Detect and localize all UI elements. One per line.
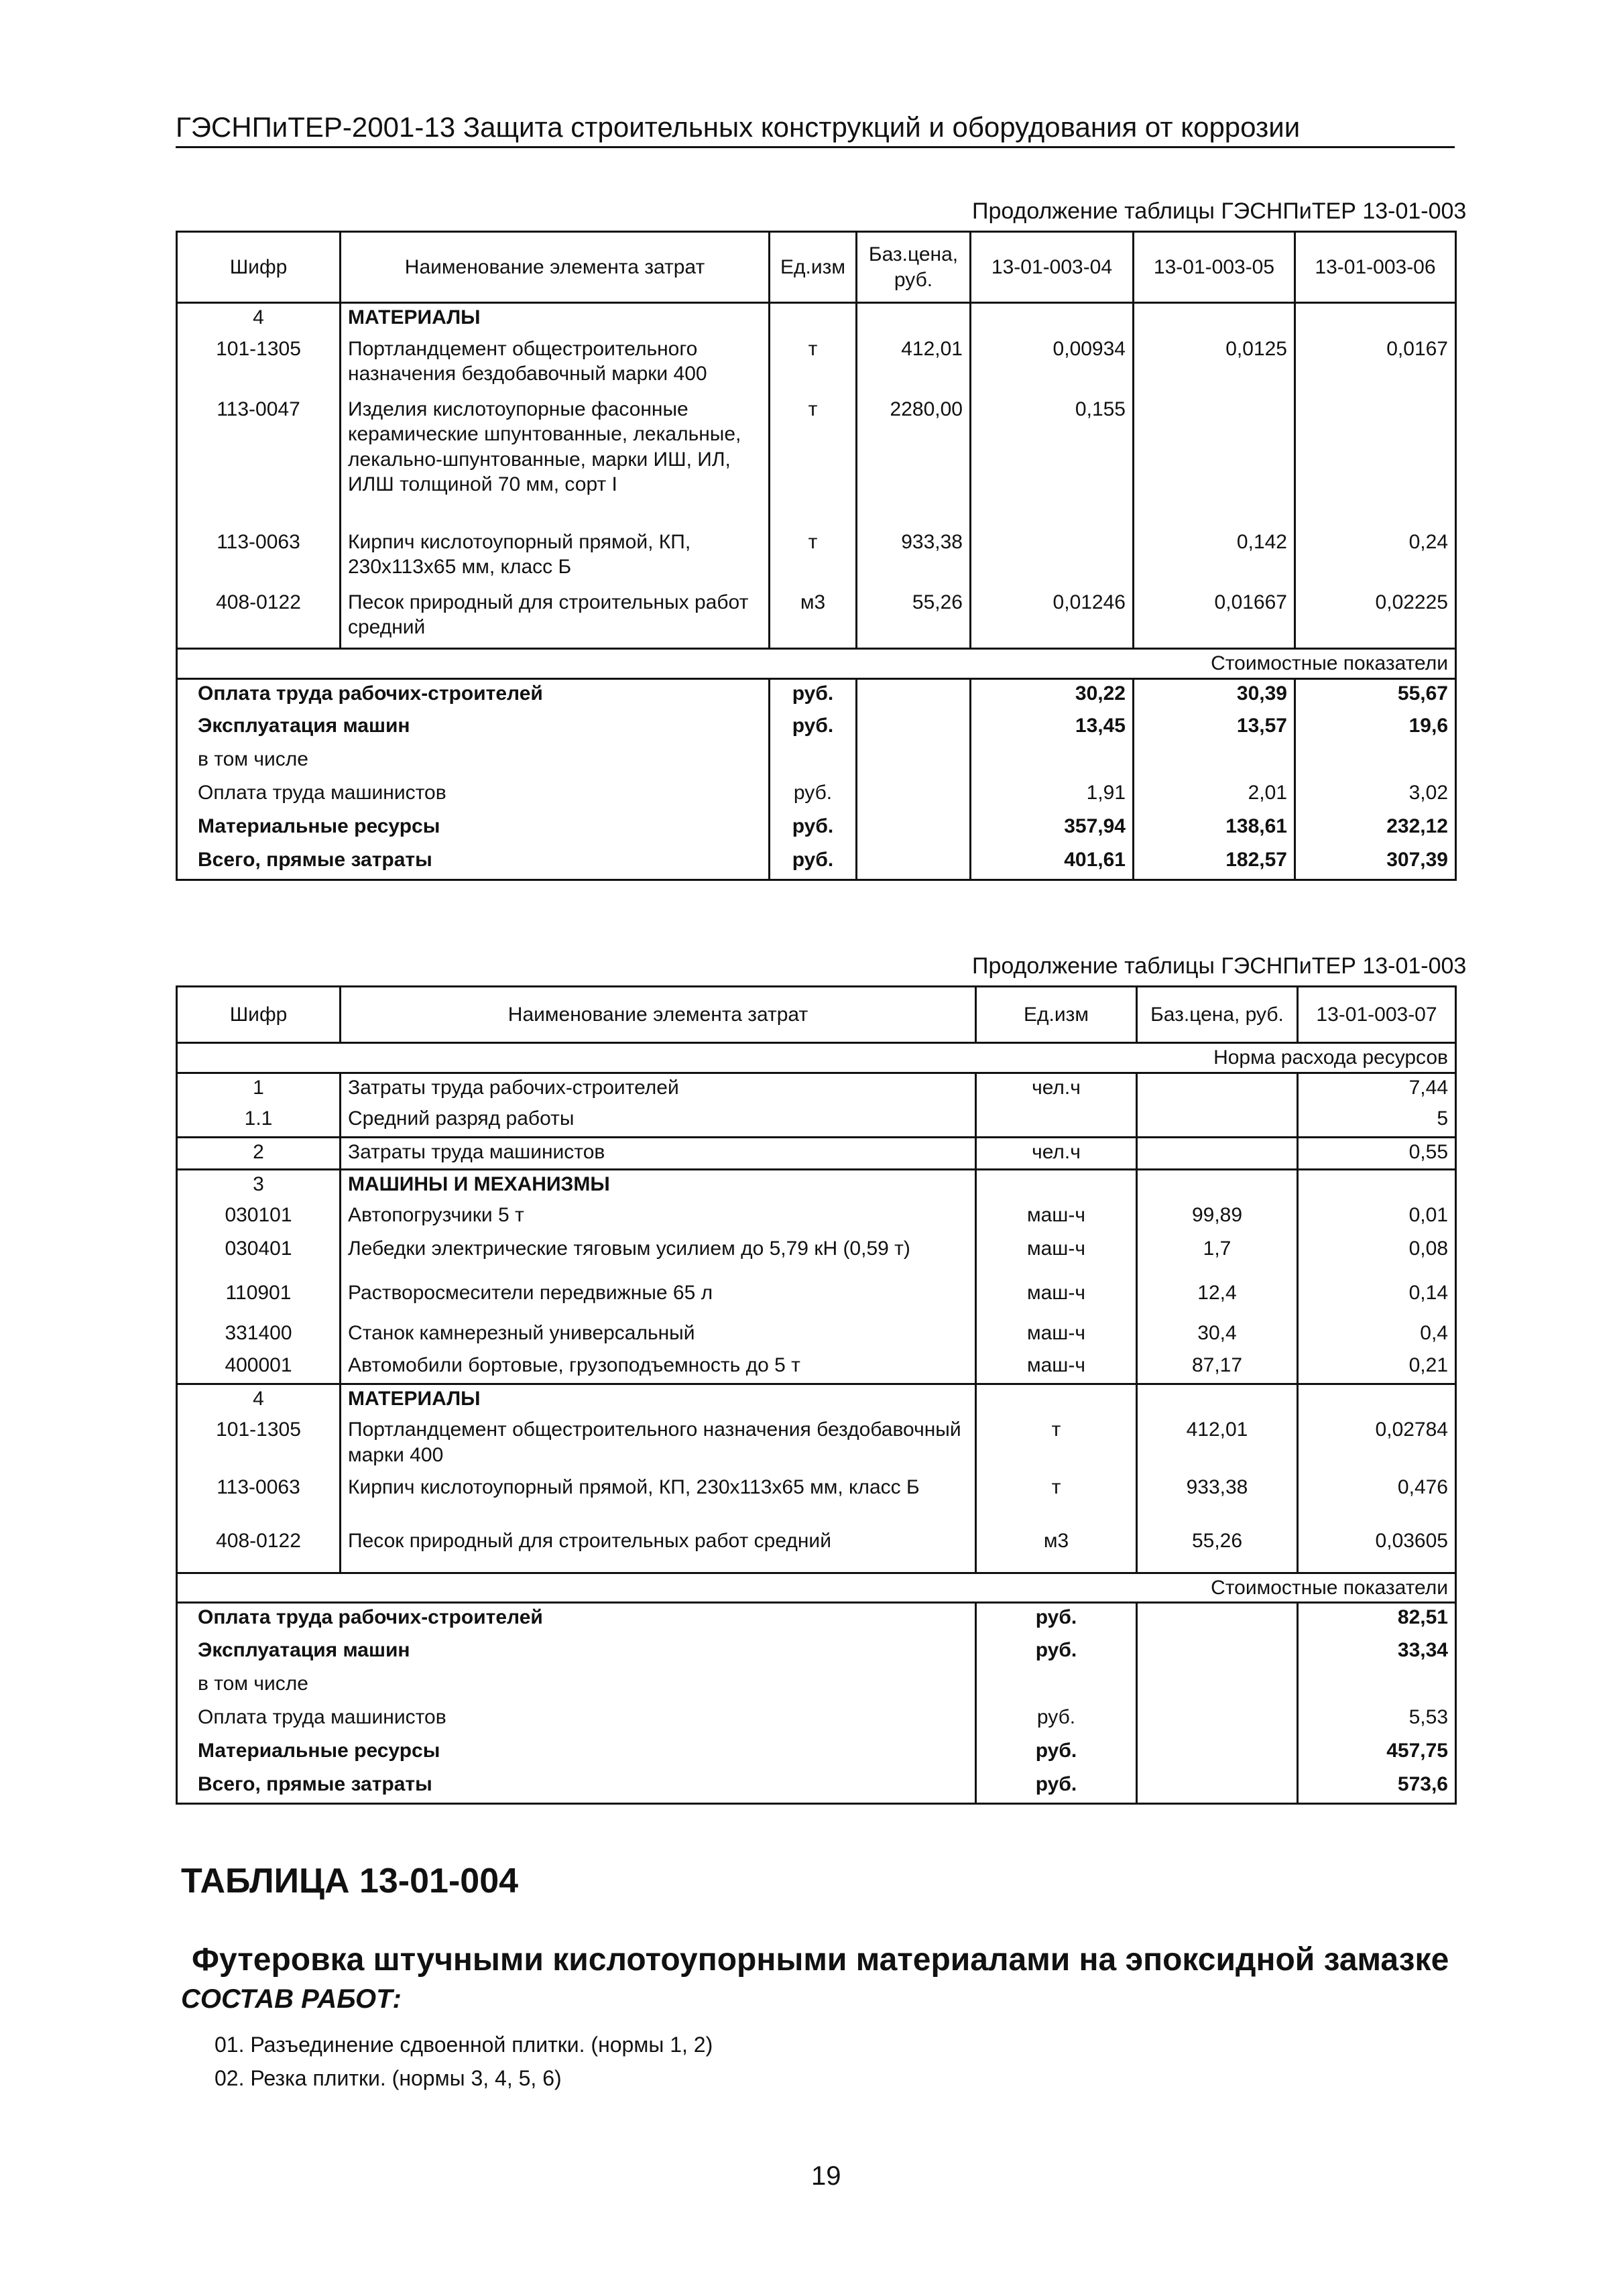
- row-value-07: 0,14: [1298, 1279, 1456, 1319]
- col-header-norm-04: 13-01-003-04: [971, 232, 1134, 303]
- cost-value-06: 19,6: [1295, 712, 1456, 745]
- row-value-07: 0,08: [1298, 1235, 1456, 1279]
- norm-band-label: Норма расхода ресурсов: [177, 1043, 1456, 1073]
- cost-band-label: Стоимостные показатели: [177, 649, 1456, 679]
- cost-value-05: 138,61: [1134, 812, 1295, 846]
- row-price: [857, 303, 971, 335]
- row-unit: маш-ч: [976, 1351, 1137, 1384]
- cost-row: [177, 712, 1456, 745]
- row-unit: чел.ч: [976, 1137, 1137, 1169]
- row-value-06: [1295, 396, 1456, 528]
- row-price: 933,38: [857, 528, 971, 589]
- cost-price-empty: [1137, 1770, 1298, 1804]
- row-unit: т: [770, 528, 857, 589]
- col-header-unit: Ед.изм: [976, 987, 1137, 1043]
- col-header-code: Шифр: [177, 987, 341, 1043]
- cost-value-06: [1295, 745, 1456, 779]
- table-1-body: [177, 303, 1456, 649]
- row-value-04: [971, 528, 1134, 589]
- cost-row: [177, 678, 1456, 712]
- row-code: 113-0063: [177, 1473, 341, 1527]
- cost-unit: руб.: [770, 779, 857, 812]
- cost-value-06: 232,12: [1295, 812, 1456, 846]
- row-code: 101-1305: [177, 1416, 341, 1473]
- row-code: 1.1: [177, 1105, 341, 1137]
- row-value-07: [1298, 1169, 1456, 1201]
- row-code: 4: [177, 303, 341, 335]
- row-code: 030101: [177, 1201, 341, 1235]
- row-code: 3: [177, 1169, 341, 1201]
- table-row: [177, 1527, 1456, 1573]
- row-value-05: 0,142: [1134, 528, 1295, 589]
- cost-row: [177, 745, 1456, 779]
- row-name: Затраты труда рабочих-строителей: [341, 1073, 976, 1105]
- row-code: 4: [177, 1384, 341, 1416]
- cost-unit: руб.: [770, 678, 857, 712]
- row-unit: т: [976, 1473, 1137, 1527]
- row-name: Автомобили бортовые, грузоподъемность до 5 т: [341, 1351, 976, 1384]
- cost-price-empty: [857, 846, 971, 880]
- col-header-price: Баз.цена, руб.: [857, 232, 971, 303]
- table-title: ТАБЛИЦА 13-01-004: [181, 1862, 519, 1900]
- row-name: Изделия кислотоупорные фасонные керамические шпунтованные, лекальные, лекально-шпунтованные, марки ИШ, ИЛ, ИЛШ толщиной 70 мм, сорт I: [341, 396, 770, 528]
- row-value-06: 0,24: [1295, 528, 1456, 589]
- table-row: [177, 1416, 1456, 1473]
- row-value-05: [1134, 396, 1295, 528]
- cost-value-07: 33,34: [1298, 1636, 1456, 1670]
- row-code: 113-0063: [177, 528, 341, 589]
- col-header-code: Шифр: [177, 232, 341, 303]
- col-header-norm-05: 13-01-003-05: [1134, 232, 1295, 303]
- row-unit: [770, 303, 857, 335]
- row-price: 55,26: [1137, 1527, 1298, 1573]
- col-header-norm-07: 13-01-003-07: [1298, 987, 1456, 1043]
- row-name: Песок природный для строительных работ средний: [341, 1527, 976, 1573]
- row-value-07: 0,01: [1298, 1201, 1456, 1235]
- table-continuation-label: Продолжение таблицы ГЭСНПиТЕР 13-01-003: [972, 953, 1467, 979]
- cost-unit: [770, 745, 857, 779]
- row-name: Песок природный для строительных работ средний: [341, 589, 770, 649]
- cost-label: Материальные ресурсы: [177, 812, 770, 846]
- col-header-price: Баз.цена, руб.: [1137, 987, 1298, 1043]
- table-row: [177, 1279, 1456, 1319]
- row-unit: м3: [976, 1527, 1137, 1573]
- works-title: СОСТАВ РАБОТ:: [181, 1984, 402, 2014]
- row-code: 030401: [177, 1235, 341, 1279]
- cost-price-empty: [1137, 1636, 1298, 1670]
- table-row: [177, 1201, 1456, 1235]
- cost-price-empty: [1137, 1703, 1298, 1737]
- cost-value-07: 5,53: [1298, 1703, 1456, 1737]
- running-header: ГЭСНПиТЕР-2001-13 Защита строительных конструкций и оборудования от коррозии: [176, 111, 1455, 148]
- row-code: 110901: [177, 1279, 341, 1319]
- cost-value-05: [1134, 745, 1295, 779]
- cost-value-06: 307,39: [1295, 846, 1456, 880]
- row-name: МАТЕРИАЛЫ: [341, 1384, 976, 1416]
- row-value-04: 0,00934: [971, 335, 1134, 396]
- row-value-07: 7,44: [1298, 1073, 1456, 1105]
- table-2-body: [177, 1073, 1456, 1573]
- table-row: [177, 528, 1456, 589]
- cost-value-04: [971, 745, 1134, 779]
- table-row: [177, 1319, 1456, 1351]
- row-code: 400001: [177, 1351, 341, 1384]
- cost-row: [177, 1737, 1456, 1770]
- cost-label: Эксплуатация машин: [177, 712, 770, 745]
- row-value-07: 0,55: [1298, 1137, 1456, 1169]
- row-value-07: 0,21: [1298, 1351, 1456, 1384]
- cost-value-05: 182,57: [1134, 846, 1295, 880]
- row-value-04: 0,01246: [971, 589, 1134, 649]
- row-unit: м3: [770, 589, 857, 649]
- cost-label: Оплата труда рабочих-строителей: [177, 1603, 976, 1636]
- cost-value-06: 3,02: [1295, 779, 1456, 812]
- row-value-06: 0,02225: [1295, 589, 1456, 649]
- cost-price-empty: [857, 779, 971, 812]
- cost-band-label: Стоимостные показатели: [177, 1573, 1456, 1603]
- row-value-04: [971, 303, 1134, 335]
- cost-value-07: 573,6: [1298, 1770, 1456, 1804]
- table-row: [177, 1473, 1456, 1527]
- cost-value-04: 1,91: [971, 779, 1134, 812]
- row-value-05: 0,0125: [1134, 335, 1295, 396]
- cost-value-04: 401,61: [971, 846, 1134, 880]
- table-row: [177, 396, 1456, 528]
- col-header-unit: Ед.изм: [770, 232, 857, 303]
- cost-value-05: 2,01: [1134, 779, 1295, 812]
- row-price: 933,38: [1137, 1473, 1298, 1527]
- cost-label: Материальные ресурсы: [177, 1737, 976, 1770]
- table-row: [177, 1073, 1456, 1105]
- cost-value-04: 30,22: [971, 678, 1134, 712]
- row-unit: чел.ч: [976, 1073, 1137, 1105]
- row-name: Портландцемент общестроительного назначения бездобавочный марки 400: [341, 1416, 976, 1473]
- row-code: 1: [177, 1073, 341, 1105]
- cost-value-07: [1298, 1670, 1456, 1703]
- cost-unit: руб.: [976, 1603, 1137, 1636]
- resource-table-2: [176, 985, 1457, 1805]
- cost-unit: руб.: [976, 1636, 1137, 1670]
- cost-value-07: 457,75: [1298, 1737, 1456, 1770]
- row-name: МАТЕРИАЛЫ: [341, 303, 770, 335]
- cost-price-empty: [857, 812, 971, 846]
- table-row: [177, 1384, 1456, 1416]
- table-row: [177, 1105, 1456, 1137]
- cost-value-05: 30,39: [1134, 678, 1295, 712]
- cost-label: в том числе: [177, 745, 770, 779]
- cost-unit: руб.: [770, 812, 857, 846]
- col-header-name: Наименование элемента затрат: [341, 987, 976, 1043]
- cost-row: [177, 812, 1456, 846]
- row-price: 12,4: [1137, 1279, 1298, 1319]
- row-unit: [976, 1384, 1137, 1416]
- row-unit: [976, 1169, 1137, 1201]
- row-value-04: 0,155: [971, 396, 1134, 528]
- cost-row: [177, 1636, 1456, 1670]
- cost-value-04: 13,45: [971, 712, 1134, 745]
- row-name: Растворосмесители передвижные 65 л: [341, 1279, 976, 1319]
- table-row: [177, 335, 1456, 396]
- row-price: 30,4: [1137, 1319, 1298, 1351]
- row-value-07: [1298, 1384, 1456, 1416]
- cost-price-empty: [1137, 1737, 1298, 1770]
- row-value-06: 0,0167: [1295, 335, 1456, 396]
- row-price: [1137, 1105, 1298, 1137]
- cost-value-06: 55,67: [1295, 678, 1456, 712]
- row-price: [1137, 1384, 1298, 1416]
- row-value-06: [1295, 303, 1456, 335]
- cost-unit: руб.: [976, 1770, 1137, 1804]
- cost-unit: руб.: [976, 1703, 1137, 1737]
- row-value-07: 0,03605: [1298, 1527, 1456, 1573]
- row-price: 87,17: [1137, 1351, 1298, 1384]
- table-1-costs: [177, 678, 1456, 880]
- table-row: [177, 1169, 1456, 1201]
- cost-label: Оплата труда машинистов: [177, 1703, 976, 1737]
- cost-label: в том числе: [177, 1670, 976, 1703]
- cost-label: Оплата труда рабочих-строителей: [177, 678, 770, 712]
- cost-unit: [976, 1670, 1137, 1703]
- row-name: Затраты труда машинистов: [341, 1137, 976, 1169]
- table-row: [177, 1235, 1456, 1279]
- row-value-07: 0,4: [1298, 1319, 1456, 1351]
- row-name: Кирпич кислотоупорный прямой, КП, 230x113x65 мм, класс Б: [341, 1473, 976, 1527]
- cost-label: Эксплуатация машин: [177, 1636, 976, 1670]
- row-price: 412,01: [857, 335, 971, 396]
- cost-row: [177, 1770, 1456, 1804]
- cost-price-empty: [857, 745, 971, 779]
- row-unit: маш-ч: [976, 1201, 1137, 1235]
- row-unit: маш-ч: [976, 1279, 1137, 1319]
- table-continuation-label: Продолжение таблицы ГЭСНПиТЕР 13-01-003: [972, 198, 1467, 224]
- cost-unit: руб.: [976, 1737, 1137, 1770]
- row-unit: маш-ч: [976, 1319, 1137, 1351]
- row-name: МАШИНЫ И МЕХАНИЗМЫ: [341, 1169, 976, 1201]
- cost-row: [177, 1703, 1456, 1737]
- row-value-05: 0,01667: [1134, 589, 1295, 649]
- row-price: [1137, 1073, 1298, 1105]
- row-unit: т: [976, 1416, 1137, 1473]
- cost-price-empty: [857, 678, 971, 712]
- row-code: 408-0122: [177, 1527, 341, 1573]
- table-row: [177, 303, 1456, 335]
- resource-table-1: [176, 231, 1457, 881]
- col-header-name: Наименование элемента затрат: [341, 232, 770, 303]
- works-item-2: 02. Резка плитки. (нормы 3, 4, 5, 6): [215, 2066, 562, 2090]
- row-price: 99,89: [1137, 1201, 1298, 1235]
- row-code: 113-0047: [177, 396, 341, 528]
- row-unit: т: [770, 396, 857, 528]
- row-name: Кирпич кислотоупорный прямой, КП, 230x113x65 мм, класс Б: [341, 528, 770, 589]
- cost-unit: руб.: [770, 846, 857, 880]
- cost-row: [177, 846, 1456, 880]
- cost-unit: руб.: [770, 712, 857, 745]
- row-unit: маш-ч: [976, 1235, 1137, 1279]
- cost-value-05: 13,57: [1134, 712, 1295, 745]
- cost-value-04: 357,94: [971, 812, 1134, 846]
- row-name: Станок камнерезный универсальный: [341, 1319, 976, 1351]
- row-code: 2: [177, 1137, 341, 1169]
- table-row: [177, 1351, 1456, 1384]
- row-name: Портландцемент общестроительного назначения бездобавочный марки 400: [341, 335, 770, 396]
- row-value-05: [1134, 303, 1295, 335]
- row-value-07: 5: [1298, 1105, 1456, 1137]
- row-value-07: 0,476: [1298, 1473, 1456, 1527]
- cost-price-empty: [1137, 1603, 1298, 1636]
- row-code: 331400: [177, 1319, 341, 1351]
- page-number: 19: [811, 2161, 841, 2191]
- cost-label: Оплата труда машинистов: [177, 779, 770, 812]
- row-price: [1137, 1169, 1298, 1201]
- cost-label: Всего, прямые затраты: [177, 1770, 976, 1804]
- cost-label: Всего, прямые затраты: [177, 846, 770, 880]
- row-name: Лебедки электрические тяговым усилием до 5,79 кН (0,59 т): [341, 1235, 976, 1279]
- cost-value-07: 82,51: [1298, 1603, 1456, 1636]
- cost-price-empty: [857, 712, 971, 745]
- row-name: Автопогрузчики 5 т: [341, 1201, 976, 1235]
- row-price: 412,01: [1137, 1416, 1298, 1473]
- row-price: [1137, 1137, 1298, 1169]
- row-unit: т: [770, 335, 857, 396]
- row-code: 101-1305: [177, 335, 341, 396]
- cost-row: [177, 779, 1456, 812]
- row-price: 55,26: [857, 589, 971, 649]
- row-price: 2280,00: [857, 396, 971, 528]
- row-code: 408-0122: [177, 589, 341, 649]
- col-header-norm-06: 13-01-003-06: [1295, 232, 1456, 303]
- cost-row: [177, 1603, 1456, 1636]
- works-item-1: 01. Разъединение сдвоенной плитки. (нормы 1, 2): [215, 2033, 713, 2057]
- row-name: Средний разряд работы: [341, 1105, 976, 1137]
- table-row: [177, 1137, 1456, 1169]
- table-row: [177, 589, 1456, 649]
- row-value-07: 0,02784: [1298, 1416, 1456, 1473]
- cost-price-empty: [1137, 1670, 1298, 1703]
- section-title: Футеровка штучными кислотоупорными материалами на эпоксидной замазке: [192, 1942, 1449, 1978]
- row-unit: [976, 1105, 1137, 1137]
- row-price: 1,7: [1137, 1235, 1298, 1279]
- table-2-costs: [177, 1603, 1456, 1804]
- cost-row: [177, 1670, 1456, 1703]
